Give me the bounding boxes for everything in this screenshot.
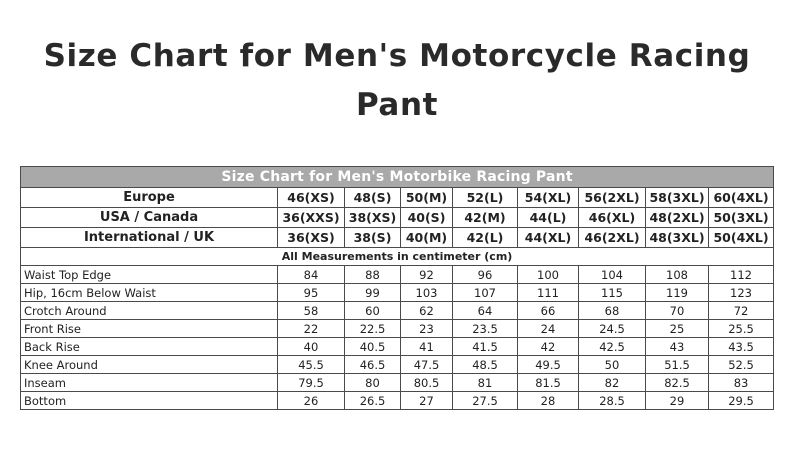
measurement-value: 23 <box>401 320 453 338</box>
caption-row <box>21 167 774 188</box>
measurement-value: 22 <box>278 320 345 338</box>
size-cell: 44(L) <box>518 208 579 228</box>
measurement-value: 52.5 <box>709 356 774 374</box>
measurement-value: 26 <box>278 392 345 410</box>
size-cell: 50(M) <box>401 188 453 208</box>
measurement-value: 26.5 <box>345 392 401 410</box>
measurement-value: 108 <box>646 266 709 284</box>
measurement-value: 123 <box>709 284 774 302</box>
measurement-label: Inseam <box>21 374 278 392</box>
measurement-value: 28 <box>518 392 579 410</box>
measurement-value: 96 <box>453 266 518 284</box>
measurement-value: 29.5 <box>709 392 774 410</box>
measurement-value: 107 <box>453 284 518 302</box>
units-note: All Measurements in centimeter (cm) <box>21 248 774 266</box>
size-cell: 40(S) <box>401 208 453 228</box>
measurement-row <box>21 266 774 284</box>
measurement-label: Hip, 16cm Below Waist <box>21 284 278 302</box>
measurement-value: 79.5 <box>278 374 345 392</box>
measurement-row <box>21 320 774 338</box>
measurement-value: 41.5 <box>453 338 518 356</box>
measurement-value: 99 <box>345 284 401 302</box>
measurement-value: 42 <box>518 338 579 356</box>
measurement-value: 48.5 <box>453 356 518 374</box>
measurement-value: 68 <box>579 302 646 320</box>
measurement-value: 66 <box>518 302 579 320</box>
measurement-value: 92 <box>401 266 453 284</box>
units-row <box>21 248 774 266</box>
measurement-value: 29 <box>646 392 709 410</box>
measurement-value: 82.5 <box>646 374 709 392</box>
size-row-usa-canada <box>21 208 774 228</box>
measurement-value: 83 <box>709 374 774 392</box>
measurement-value: 104 <box>579 266 646 284</box>
measurement-label: Bottom <box>21 392 278 410</box>
measurement-value: 111 <box>518 284 579 302</box>
size-cell: 60(4XL) <box>709 188 774 208</box>
measurement-row <box>21 374 774 392</box>
measurement-value: 23.5 <box>453 320 518 338</box>
measurement-row <box>21 356 774 374</box>
size-cell: 36(XXS) <box>278 208 345 228</box>
size-cell: 38(S) <box>345 228 401 248</box>
measurement-value: 80 <box>345 374 401 392</box>
region-label: Europe <box>21 188 278 208</box>
page-title: Size Chart for Men's Motorcycle Racing Pant <box>43 38 751 123</box>
measurement-row <box>21 302 774 320</box>
measurement-value: 42.5 <box>579 338 646 356</box>
measurement-value: 103 <box>401 284 453 302</box>
measurement-value: 51.5 <box>646 356 709 374</box>
measurement-value: 70 <box>646 302 709 320</box>
measurement-value: 50 <box>579 356 646 374</box>
measurement-label: Crotch Around <box>21 302 278 320</box>
size-cell: 44(XL) <box>518 228 579 248</box>
measurement-value: 82 <box>579 374 646 392</box>
measurement-value: 80.5 <box>401 374 453 392</box>
measurement-value: 81 <box>453 374 518 392</box>
measurement-value: 112 <box>709 266 774 284</box>
measurement-label: Knee Around <box>21 356 278 374</box>
measurement-value: 49.5 <box>518 356 579 374</box>
size-cell: 38(XS) <box>345 208 401 228</box>
measurement-value: 25.5 <box>709 320 774 338</box>
measurement-value: 43.5 <box>709 338 774 356</box>
measurement-value: 45.5 <box>278 356 345 374</box>
measurement-row <box>21 392 774 410</box>
measurement-value: 24 <box>518 320 579 338</box>
measurement-value: 72 <box>709 302 774 320</box>
measurement-value: 100 <box>518 266 579 284</box>
measurement-label: Back Rise <box>21 338 278 356</box>
size-cell: 52(L) <box>453 188 518 208</box>
size-cell: 56(2XL) <box>579 188 646 208</box>
region-label: International / UK <box>21 228 278 248</box>
region-label: USA / Canada <box>21 208 278 228</box>
measurement-value: 25 <box>646 320 709 338</box>
measurement-value: 41 <box>401 338 453 356</box>
size-cell: 46(2XL) <box>579 228 646 248</box>
size-cell: 40(M) <box>401 228 453 248</box>
measurement-value: 58 <box>278 302 345 320</box>
measurement-value: 115 <box>579 284 646 302</box>
size-cell: 58(3XL) <box>646 188 709 208</box>
measurement-value: 27.5 <box>453 392 518 410</box>
size-cell: 48(3XL) <box>646 228 709 248</box>
measurement-value: 47.5 <box>401 356 453 374</box>
size-cell: 46(XS) <box>278 188 345 208</box>
table-caption: Size Chart for Men's Motorbike Racing Pant <box>21 167 774 188</box>
measurement-value: 24.5 <box>579 320 646 338</box>
measurement-value: 40.5 <box>345 338 401 356</box>
measurement-value: 28.5 <box>579 392 646 410</box>
size-cell: 50(4XL) <box>709 228 774 248</box>
size-row-international-uk <box>21 228 774 248</box>
measurement-row <box>21 284 774 302</box>
measurement-value: 81.5 <box>518 374 579 392</box>
measurement-value: 119 <box>646 284 709 302</box>
measurement-value: 84 <box>278 266 345 284</box>
size-cell: 42(L) <box>453 228 518 248</box>
measurement-label: Front Rise <box>21 320 278 338</box>
measurement-value: 60 <box>345 302 401 320</box>
measurement-value: 43 <box>646 338 709 356</box>
size-cell: 50(3XL) <box>709 208 774 228</box>
measurement-value: 64 <box>453 302 518 320</box>
measurement-value: 22.5 <box>345 320 401 338</box>
measurement-value: 46.5 <box>345 356 401 374</box>
measurement-value: 95 <box>278 284 345 302</box>
measurement-value: 88 <box>345 266 401 284</box>
size-cell: 42(M) <box>453 208 518 228</box>
size-row-europe <box>21 188 774 208</box>
size-cell: 36(XS) <box>278 228 345 248</box>
measurement-value: 27 <box>401 392 453 410</box>
measurement-label: Waist Top Edge <box>21 266 278 284</box>
measurement-value: 62 <box>401 302 453 320</box>
size-chart-table <box>20 166 774 410</box>
size-cell: 48(2XL) <box>646 208 709 228</box>
size-cell: 48(S) <box>345 188 401 208</box>
measurement-row <box>21 338 774 356</box>
measurement-value: 40 <box>278 338 345 356</box>
size-cell: 46(XL) <box>579 208 646 228</box>
size-cell: 54(XL) <box>518 188 579 208</box>
